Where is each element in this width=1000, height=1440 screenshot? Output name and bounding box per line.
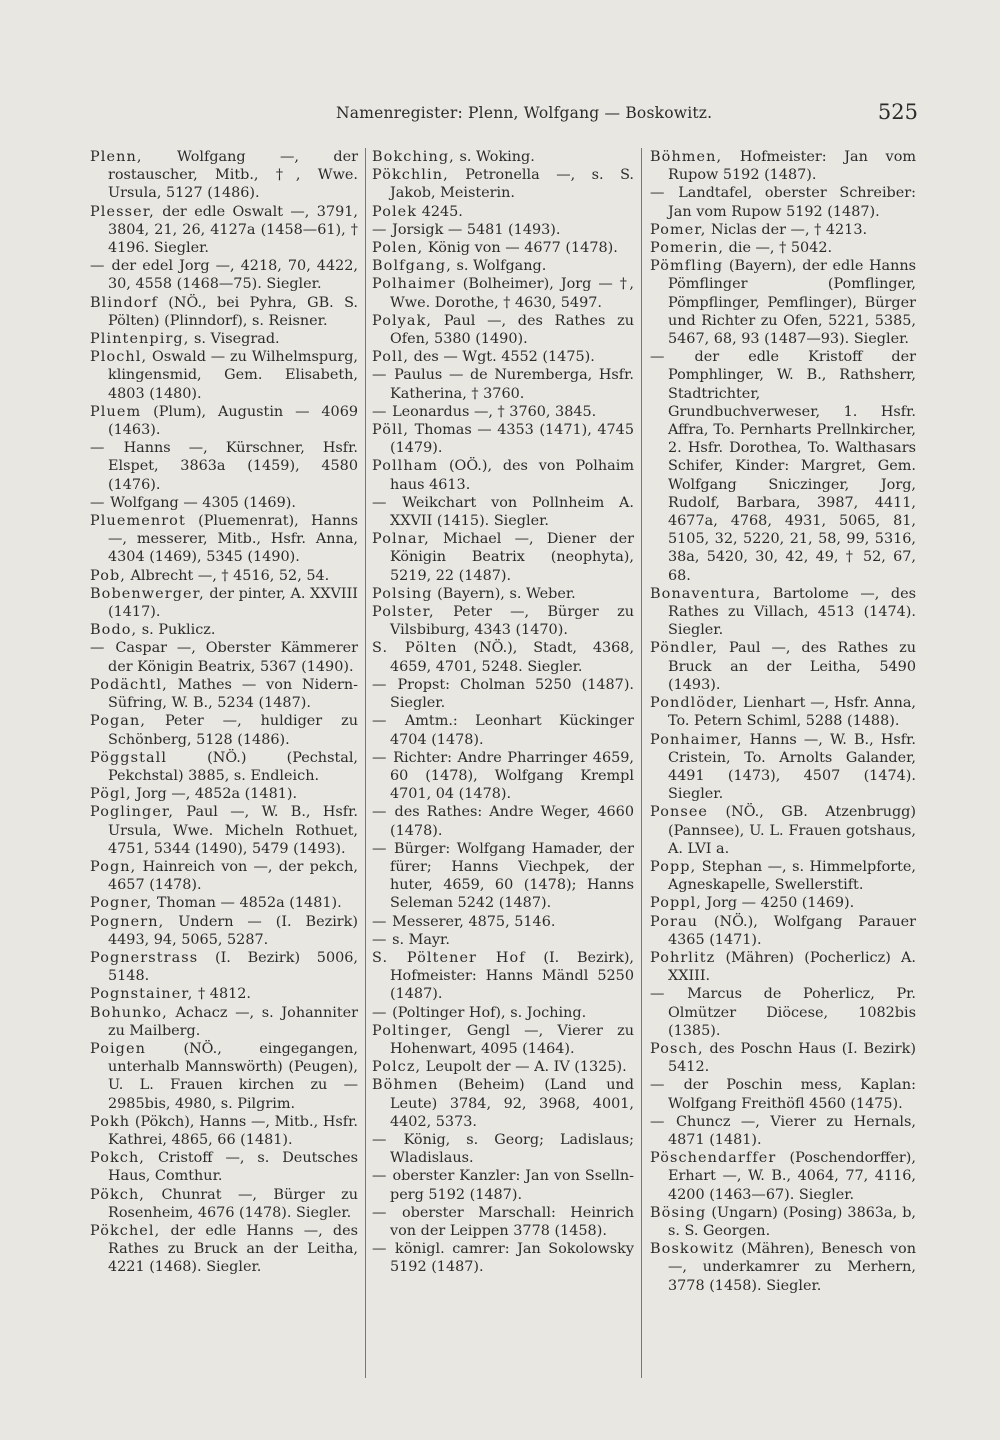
entry-headword: Pokh (90, 1113, 131, 1130)
entry-text: (NÖ.) (Pechstal, Pekchstal) 3885, s. Endleich. (108, 749, 358, 784)
index-entry (90, 894, 358, 912)
entry-headword: Pollham (372, 458, 439, 475)
entry-text: (NÖ., bei Pyhra, GB. S. Pölten) (Plinndorf), s. Reisner. (108, 294, 359, 329)
entry-text: König, s. Georg; Ladislaus; Wladislaus. (390, 1131, 634, 1167)
entry-text: (I. Bezirk) 5006, 5148. (108, 949, 358, 985)
entry-headword: Böhmen (372, 1077, 439, 1094)
entry-headword: Pöggstall (90, 749, 168, 766)
entry-headword: Bonaventura, (650, 585, 762, 602)
entry-headword: — (90, 258, 106, 275)
entry-text: (NÖ., GB. Atzenbrugg) (Pannsee), U. L. Frauen gotshaus, A. LVI a. (668, 804, 916, 857)
index-entry (90, 1113, 358, 1149)
entry-text: (I. Bezirk), Hofmeister: Hanns Mändl 5250 (1487). (390, 949, 635, 1003)
index-entry (650, 1204, 916, 1240)
index-entry (90, 203, 358, 258)
entry-text: Albrecht —, † 4516, 52, 54. (130, 567, 330, 584)
entry-text: (Bayern), der edle Hanns Pömflinger (Pomflinger, Pömpflinger, Pemflinger), Bürger und Richter zu Ofen, 5221, 5385, 5467, 68, 93 (1487—93). Siegler. (668, 258, 917, 348)
index-entry (90, 403, 358, 439)
entry-headword: Poglinger, (90, 804, 175, 821)
entry-headword: Bolfgang, (372, 258, 452, 275)
entry-text: Jorg — 4250 (1469). (706, 895, 855, 912)
entry-headword: Bokching, (372, 149, 455, 165)
entry-text: Bürger: Wolfgang Hamader, der fürer; Hanns Viechpek, der huter, 4659, 60 (1478); Hanns Seleman 5242 (1487). (390, 840, 634, 912)
entry-headword: Pomer, (650, 221, 707, 238)
index-entry (650, 148, 916, 184)
index-entry (372, 457, 634, 493)
entry-text: der edle Oswalt —, 3791, 3804, 21, 26, 4127a (1458—61), † 4196. Siegler. (108, 203, 358, 257)
index-entry (372, 803, 634, 839)
index-entry (372, 239, 634, 257)
entry-headword: Pömfling (650, 258, 724, 275)
index-entry (650, 1040, 916, 1076)
entry-text: Mathes — von Nidern-Süfring, W. B., 5234 (1487). (108, 676, 358, 712)
index-entry (372, 203, 634, 221)
entry-headword: Poltinger, (372, 1022, 453, 1039)
entry-text: Cristoff —, s. Deutsches Haus, Comthur. (108, 1150, 358, 1185)
entry-text: Undern — (I. Bezirk) 4493, 94, 5065, 5287. (108, 913, 359, 948)
entry-text: der Poschin mess, Kaplan: Wolfgang Freithöfl 4560 (1475). (668, 1077, 917, 1112)
index-entry (90, 567, 358, 585)
index-entry (650, 184, 916, 220)
index-entry (650, 1149, 916, 1204)
entry-text: Weikchart von Pollnheim A. XXVII (1415). Siegler. (390, 494, 634, 530)
entry-headword: — (372, 221, 388, 238)
entry-headword: Pob, (90, 567, 126, 584)
index-entry (372, 166, 634, 202)
entry-headword: — (650, 986, 666, 1003)
index-entry (650, 348, 916, 585)
entry-headword: Poppl, (650, 895, 702, 912)
index-entry (90, 985, 358, 1003)
index-entry (90, 913, 358, 949)
entry-headword: — (90, 494, 106, 511)
entry-headword: Polnar, (372, 531, 430, 548)
entry-text: s. Puklicz. (141, 622, 216, 639)
entry-headword: — (650, 349, 666, 366)
entry-text: Oswald — zu Wilhelmspurg, klingensmid, Gem. Elisabeth, 4803 (1480). (108, 349, 359, 402)
entry-headword: Pöndler, (650, 640, 719, 657)
entry-headword: Pogan, (90, 713, 146, 730)
entry-headword: — (372, 913, 388, 930)
entry-text: (Bayern), s. Weber. (437, 585, 576, 602)
entry-headword: — (372, 1168, 388, 1185)
entry-headword: Polek (372, 203, 418, 220)
entry-headword: Pomerin, (650, 240, 725, 257)
entry-headword: S. Pöltener Hof (372, 949, 526, 966)
index-entry (90, 294, 358, 330)
index-entry (372, 913, 634, 931)
index-entry (90, 1186, 358, 1222)
entry-headword: Pökch, (90, 1186, 145, 1203)
index-entry (90, 439, 358, 494)
index-entry (90, 585, 358, 621)
index-entry (372, 494, 634, 530)
entry-headword: Pöll, (372, 422, 410, 439)
entry-text: (NÖ., eingegangen, unterhalb Mannswörth) (Peugen), U. L. Frauen kirchen zu — 2985bis, 4980, s. Pilgrim. (108, 1040, 358, 1112)
entry-text: Paul —, des Rathes zu Ofen, 5380 (1490). (390, 312, 634, 348)
index-entry (650, 858, 916, 894)
entry-text: der edle Hanns —, des Rathes zu Bruck an der Leitha, 4221 (1468). Siegler. (108, 1222, 358, 1276)
entry-headword: — (650, 185, 666, 202)
entry-text: (Pökch), Hanns —, Mitb., Hsfr. Kathrei, 4865, 66 (1481). (108, 1113, 358, 1148)
entry-text: königl. camrer: Jan Sokolowsky 5192 (1487). (390, 1241, 634, 1276)
index-entry (372, 1204, 634, 1240)
index-entry (90, 330, 358, 348)
entry-text: Peter —, huldiger zu Schönberg, 5128 (1486). (108, 713, 358, 748)
index-entry (372, 585, 634, 603)
index-entry (372, 639, 634, 675)
entry-headword: Blindorf (90, 294, 158, 311)
entry-text: des Rathes: Andre Weger, 4660 (1478). (390, 804, 634, 839)
index-entry (90, 512, 358, 567)
entry-text: (NÖ.), Wolfgang Parauer 4365 (1471). (668, 913, 916, 948)
entry-headword: Pokch, (90, 1150, 145, 1167)
index-entry (372, 530, 634, 585)
index-entry (90, 749, 358, 785)
index-entry (372, 403, 634, 421)
index-entry (90, 348, 358, 403)
entry-headword: Pognern, (90, 913, 165, 930)
index-entry (90, 785, 358, 803)
entry-text: Stephan —, s. Himmelpforte, Agneskapelle, Swellerstift. (668, 858, 916, 894)
index-entry (372, 148, 634, 166)
entry-headword: Pogner, (90, 895, 153, 912)
index-entry (650, 1076, 916, 1112)
entry-headword: — (372, 1241, 388, 1258)
entry-text: Marcus de Poherlicz, Pr. Olmützer Diöcese, 1082bis (1385). (668, 986, 917, 1039)
index-entry (372, 1167, 634, 1203)
entry-text: oberster Kanzler: Jan von Sselln-perg 5192 (1487). (390, 1168, 635, 1203)
entry-headword: Polsing (372, 585, 433, 602)
index-entry (650, 731, 916, 804)
index-entry (372, 348, 634, 366)
entry-text: König von — 4677 (1478). (427, 240, 618, 257)
entry-text: der edel Jorg —, 4218, 70, 4422, 30, 4558 (1468—75). Siegler. (108, 258, 359, 293)
index-entry (372, 1022, 634, 1058)
entry-headword: Bösing (650, 1204, 707, 1221)
column-divider (641, 148, 642, 1378)
entry-headword: — (372, 1004, 388, 1021)
entry-text: Michael —, Diener der Königin Beatrix (neophyta), 5219, 22 (1487). (390, 531, 635, 584)
entry-headword: — (372, 840, 388, 857)
index-entry (90, 712, 358, 748)
entry-headword: Polcz, (372, 1059, 422, 1076)
entry-headword: — (372, 676, 388, 693)
entry-text: (Mähren), Benesch von —, underkamrer zu Merhern, 3778 (1458). Siegler. (668, 1241, 916, 1294)
entry-text: Amtm.: Leonhart Kückinger 4704 (1478). (390, 713, 635, 748)
index-entry (372, 366, 634, 402)
index-entry (372, 1131, 634, 1167)
entry-headword: Pökchel, (90, 1222, 161, 1239)
entry-headword: — (90, 440, 106, 457)
entry-headword: Pluemenrot (90, 513, 186, 530)
entry-headword: — (372, 1204, 388, 1221)
entry-text: (Mähren) (Pocherlicz) A. XXIII. (668, 949, 917, 985)
index-entry (372, 221, 634, 239)
index-entry (372, 421, 634, 457)
index-entry (372, 712, 634, 748)
entry-text: Niclas der —, † 4213. (710, 221, 868, 238)
entry-text: Jorsigk — 5481 (1493). (392, 221, 561, 238)
index-entry (650, 1240, 916, 1295)
entry-text: Thomas — 4353 (1471), 4745 (1479). (390, 422, 634, 457)
index-entry (650, 257, 916, 348)
entry-headword: Pögl, (90, 786, 132, 803)
entry-text: Jorg —, 4852a (1481). (136, 786, 298, 803)
index-columns (90, 148, 916, 1398)
index-entry (372, 931, 634, 949)
index-entry (650, 639, 916, 694)
entry-headword: Polyak, (372, 312, 433, 329)
index-entry (372, 749, 634, 804)
entry-text: Chuncz —, Vierer zu Hernals, 4871 (1481). (668, 1113, 916, 1148)
entry-text: s. Wolfgang. (456, 258, 547, 275)
entry-text: 4245. (421, 203, 463, 220)
entry-headword: Pognstainer, (90, 986, 194, 1003)
index-entry (90, 858, 358, 894)
entry-text: s. Woking. (459, 149, 535, 165)
index-entry (372, 312, 634, 348)
entry-headword: — (372, 931, 388, 948)
entry-headword: — (650, 1077, 666, 1094)
entry-headword: Pognerstrass (90, 949, 199, 966)
entry-text: Hanns —, W. B., Hsfr. Cristein, To. Arnolts Galander, 4491 (1473), 4507 (1474). Siegler. (668, 731, 916, 803)
index-entry (650, 239, 916, 257)
index-entry (650, 985, 916, 1040)
index-entry (650, 894, 916, 912)
index-entry (90, 148, 358, 203)
column-divider (365, 148, 366, 1378)
entry-text: Paul —, W. B., Hsfr. Ursula, Wwe. Micheln Rothuet, 4751, 5344 (1490), 5479 (1493). (108, 804, 358, 857)
index-entry (90, 257, 358, 293)
entry-text: Wolfgang —, der rostauscher, Mitb., †, Wwe. Ursula, 5127 (1486). (108, 149, 359, 202)
entry-text: Wolfgang — 4305 (1469). (110, 494, 296, 511)
entry-headword: Polster, (372, 604, 435, 621)
entry-text: s. Mayr. (392, 931, 450, 948)
entry-text: (Beheim) (Land und Leute) 3784, 92, 3968, 4001, 4402, 5373. (390, 1077, 635, 1130)
entry-headword: Plenn, (90, 149, 143, 165)
index-entry (90, 1149, 358, 1185)
index-entry (90, 621, 358, 639)
index-column-right (650, 148, 916, 1388)
index-entry (90, 1004, 358, 1040)
entry-headword: — (372, 804, 388, 821)
running-title: Namenregister: Plenn, Wolfgang — Boskowitz. (336, 104, 713, 122)
entry-headword: — (90, 640, 106, 657)
entry-headword: Pluem (90, 403, 142, 420)
entry-text: (OÖ.), des von Polhaim haus 4613. (390, 458, 634, 493)
entry-headword: Popp, (650, 858, 697, 875)
entry-text: (Pluemenrat), Hanns —, messerer, Mitb., Hsfr. Anna, 4304 (1469), 5345 (1490). (108, 513, 359, 566)
entry-text: (Bolheimer), Jorg — †, Wwe. Dorothe, † 4630, 5497. (390, 276, 634, 311)
entry-headword: Boskowitz (650, 1241, 735, 1258)
index-entry (650, 1113, 916, 1149)
index-entry (90, 676, 358, 712)
entry-headword: Plintenpirg, (90, 331, 190, 348)
entry-text: der pinter, A. XXVIII (1417). (108, 585, 358, 621)
entry-text: Hofmeister: Jan vom Rupow 5192 (1487). (668, 149, 916, 184)
entry-headword: Pökchlin, (372, 167, 449, 184)
entry-text: s. Visegrad. (193, 331, 280, 348)
index-entry (372, 1058, 634, 1076)
entry-headword: S. Pölten (372, 640, 458, 657)
entry-headword: Poll, (372, 349, 410, 366)
index-entry (372, 1240, 634, 1276)
entry-headword: Ponsee (650, 804, 709, 821)
index-entry (650, 221, 916, 239)
entry-headword: Polen, (372, 240, 424, 257)
entry-text: Leonardus —, † 3760, 3845. (392, 403, 597, 420)
entry-text: Petronella —, s. S. Jakob, Meisterin. (390, 167, 635, 202)
entry-headword: Bodo, (90, 622, 138, 639)
page-number: 525 (877, 100, 918, 124)
entry-text: (Poschendorffer), Erhart —, W. B., 4064, 77, 4116, 4200 (1463—67). Siegler. (668, 1150, 916, 1203)
entry-headword: — (372, 749, 388, 766)
entry-text: Leupolt der — A. IV (1325). (425, 1059, 627, 1076)
entry-headword: Podächtl, (90, 676, 168, 693)
entry-headword: Pöschendarffer (650, 1150, 777, 1167)
entry-text: Landtafel, oberster Schreiber: Jan vom Rupow 5192 (1487). (668, 185, 917, 220)
entry-headword: — (372, 367, 388, 384)
entry-text: Paulus — de Nuremberga, Hsfr. Katherina, † 3760. (390, 367, 634, 402)
entry-text: Caspar —, Oberster Kämmerer der Königin Beatrix, 5367 (1490). (108, 640, 359, 675)
entry-text: Messerer, 4875, 5146. (392, 913, 556, 930)
entry-text: Lienhart —, Hsfr. Anna, To. Petern Schiml, 5288 (1488). (668, 695, 917, 730)
entry-headword: — (372, 494, 388, 511)
index-column-left (90, 148, 358, 1388)
entry-text: † 4812. (198, 986, 251, 1003)
entry-text: Paul —, des Rathes zu Bruck an der Leitha, 5490 (1493). (668, 640, 916, 693)
entry-text: Achacz —, s. Johanniter zu Mailberg. (108, 1004, 359, 1039)
entry-text: Hainreich von —, der pekch, 4657 (1478). (108, 858, 359, 894)
index-entry (90, 949, 358, 985)
entry-headword: — (372, 713, 388, 730)
index-entry (650, 694, 916, 730)
entry-text: Chunrat —, Bürger zu Rosenheim, 4676 (1478). Siegler. (108, 1186, 358, 1221)
entry-headword: Posch, (650, 1040, 704, 1057)
index-entry (372, 603, 634, 639)
index-entry (372, 1004, 634, 1022)
index-entry (372, 1076, 634, 1131)
entry-headword: Böhmen, (650, 149, 723, 165)
index-entry (90, 803, 358, 858)
index-entry (90, 494, 358, 512)
entry-text: der edle Kristoff der Pomphlinger, W. B., Rathsherr, Stadtrichter, Grundbuchverweser, 1. Hsfr. Affra, To. Pernharts Prellnkircher, 2. Hsfr. Dorothea, To. Walthasars Schifer, Kinder: Margret, Gem. Wolfgang Sniczinger, Jorg, Rudolf, Barbara, 3987, 4411, 4677a, 4768, 4931, 5065, 81, 5105, 32, 5220, 21, 58, 99, 5316, 38a, 5420, 30, 42, 49, † 52, 67, 68. (668, 349, 917, 584)
entry-headword: Pogn, (90, 858, 137, 875)
entry-headword: Pondlöder, (650, 695, 739, 712)
entry-text: (Plum), Augustin — 4069 (1463). (108, 403, 359, 439)
entry-headword: Bobenwerger, (90, 585, 205, 602)
entry-headword: Ponhaimer, (650, 731, 743, 748)
entry-headword: — (372, 1131, 388, 1148)
entry-text: Propst: Cholman 5250 (1487). Siegler. (390, 676, 635, 712)
index-entry (650, 585, 916, 640)
index-entry (372, 275, 634, 311)
entry-text: die —, † 5042. (728, 240, 833, 257)
entry-headword: Plochl, (90, 349, 148, 366)
index-entry (650, 913, 916, 949)
entry-headword: Porau (650, 913, 698, 930)
entry-headword: Polhaimer (372, 276, 456, 293)
index-entry (372, 949, 634, 1004)
index-entry (372, 840, 634, 913)
entry-text: Bartolome —, des Rathes zu Villach, 4513 (1474). Siegler. (668, 585, 917, 639)
index-column-middle (372, 148, 634, 1388)
index-entry (650, 803, 916, 858)
entry-headword: Plesser, (90, 203, 155, 220)
entry-headword: — (372, 403, 388, 420)
index-entry (372, 676, 634, 712)
entry-text: Gengl —, Vierer zu Hohenwart, 4095 (1464). (390, 1022, 634, 1057)
entry-text: (Ungarn) (Posing) 3863a, b, s. S. Georgen. (668, 1204, 917, 1239)
index-entry (372, 257, 634, 275)
page-header (0, 100, 1000, 134)
entry-headword: Poigen (90, 1040, 146, 1057)
entry-text: Hanns —, Kürschner, Hsfr. Elspet, 3863a (1459), 4580 (1476). (108, 440, 359, 493)
entry-text: (Poltinger Hof), s. Joching. (392, 1004, 587, 1021)
index-entry (90, 1222, 358, 1277)
entry-headword: Pohrlitz (650, 949, 716, 966)
entry-text: oberster Marschall: Heinrich von der Leippen 3778 (1458). (390, 1204, 634, 1239)
entry-text: des Poschn Haus (I. Bezirk) 5412. (668, 1040, 916, 1076)
index-entry (650, 949, 916, 985)
entry-text: Thoman — 4852a (1481). (156, 895, 342, 912)
entry-headword: Bohunko, (90, 1004, 168, 1021)
entry-text: Richter: Andre Pharringer 4659, 60 (1478), Wolfgang Krempl 4701, 04 (1478). (390, 749, 635, 803)
entry-headword: — (650, 1113, 666, 1130)
entry-text: (NÖ.), Stadt, 4368, 4659, 4701, 5248. Siegler. (390, 640, 635, 675)
entry-text: des — Wgt. 4552 (1475). (413, 349, 595, 366)
entry-text: Peter —, Bürger zu Vilsbiburg, 4343 (1470). (390, 604, 635, 639)
index-entry (90, 1040, 358, 1113)
index-entry (90, 639, 358, 675)
